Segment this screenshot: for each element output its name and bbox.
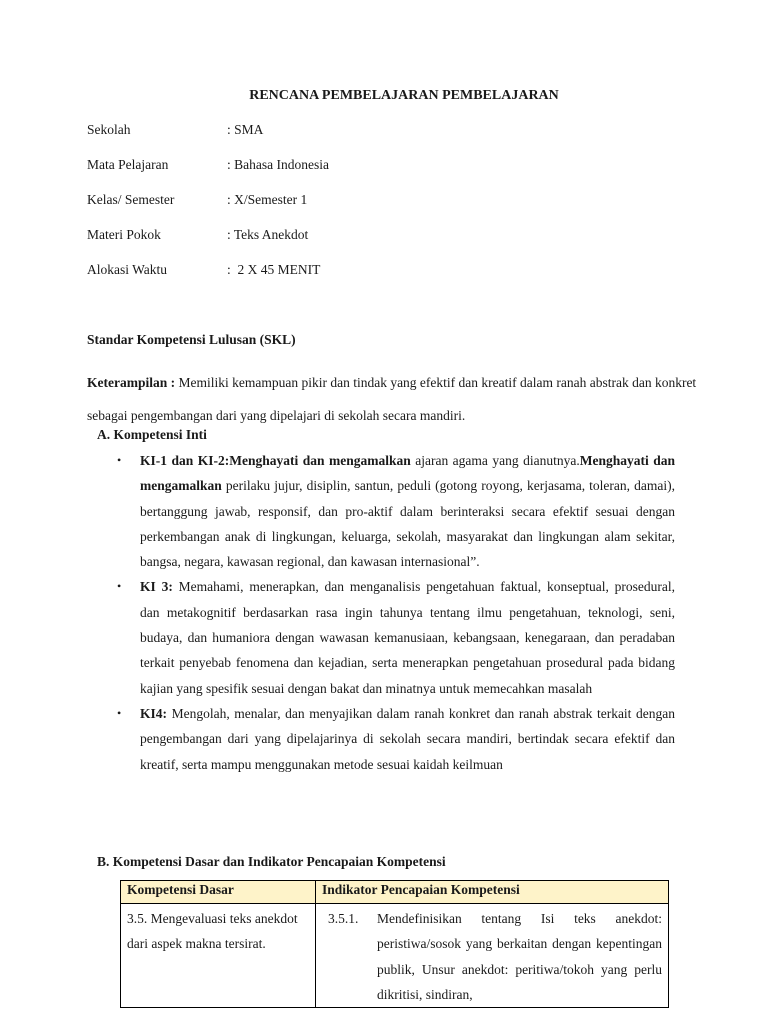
info-label: Materi Pokok — [87, 227, 161, 242]
info-value: : 2 X 45 MENIT — [227, 262, 321, 277]
info-value: : Bahasa Indonesia — [227, 157, 329, 172]
bullet-icon: • — [117, 579, 122, 594]
ki-text: Memahami, menerapkan, dan menganalisis pengetahuan faktual, konseptual, prosedural, dan metakognitif berdasarkan rasa ingin tahunya tentang ilmu pengetahuan, teknologi, seni, budaya, dan humaniora dengan wawasan kemanusiaan, kebangsaan, kenegaraan, dan peradaban terkait penyebab fenomena dan kejadian, serta menerapkan pengetahuan prosedural pada bidang kajian yang spesifik sesuai dengan bakat dan minatnya untuk memecahkan masalah — [140, 579, 676, 696]
ki-item-3 — [117, 574, 676, 700]
keterampilan-paragraph — [87, 366, 709, 432]
ki-text: perilaku jujur, disiplin, santun, peduli (gotong royong, kerjasama, toleran, damai), bertanggung jawab, responsif, dan pro-aktif dalam berinteraksi secara efektif sesuai dengan perkembangan anak di lingkungan, keluarga, sekolah, masyarakat dan lingkungan alam sekitar, bangsa, negara, kawasan regional, dan kawasan internasional”. — [140, 478, 675, 570]
kd-table — [120, 880, 669, 1008]
ki-bold: KI4: — [140, 705, 167, 721]
section-a-heading: A. Kompetensi Inti — [97, 427, 207, 442]
info-value: : X/Semester 1 — [227, 192, 308, 207]
ki-text: ajaran agama yang dianutnya. — [410, 453, 580, 468]
keterampilan-label: Keterampilan : — [87, 375, 176, 390]
ki-bold: KI 3: — [140, 579, 173, 595]
info-label: Alokasi Waktu — [87, 262, 168, 277]
ki-bold: KI-1 dan KI-2:Menghayati dan mengamalkan — [140, 453, 411, 468]
info-label: Sekolah — [87, 122, 131, 137]
ki-item-4 — [117, 701, 675, 777]
ki-bold: Menghayati dan mengamalkan — [140, 453, 675, 494]
table-header-row — [121, 881, 669, 904]
info-value: : SMA — [227, 122, 264, 137]
info-label: Mata Pelajaran — [87, 157, 169, 172]
kd-cell: 3.5. Mengevaluasi teks anekdot dari aspek makna tersirat. — [121, 904, 316, 1008]
indikator-text: Mendefinisikan tentang Isi teks anekdot: peristiwa/sosok yang berkaitan dengan kepentingan publik, Unsur anekdot: peritiwa/tokoh yang perlu dikritisi, sindiran, — [377, 911, 662, 1002]
ki-list — [117, 448, 676, 777]
info-label: Kelas/ Semester — [87, 192, 175, 207]
section-b-heading: B. Kompetensi Dasar dan Indikator Pencapaian Kompetensi — [97, 854, 446, 869]
bullet-icon: • — [117, 453, 122, 467]
keterampilan-text: Memiliki kemampuan pikir dan tindak yang efektif dan kreatif dalam ranah abstrak dan konkret sebagai pengembangan dari yang dipelajari di sekolah secara mandiri. — [87, 375, 697, 423]
document-title: RENCANA PEMBELAJARAN PEMBELAJARAN — [249, 88, 559, 103]
ki-text: Mengolah, menalar, dan menyajikan dalam ranah konkret dan ranah abstrak terkait dengan pengembangan dari yang dipelajarinya di sekolah secara mandiri, bertindak secara efektif dan kreatif, serta mampu menggunakan metode sesuai kaidah keilmuan — [140, 705, 675, 772]
indikator-number: 3.5.1. — [328, 911, 359, 926]
table-header-kd: Kompetensi Dasar — [121, 881, 316, 904]
table-row — [121, 904, 669, 1008]
skl-heading: Standar Kompetensi Lulusan (SKL) — [87, 332, 296, 347]
info-value: : Teks Anekdot — [227, 227, 309, 242]
ki-item-1 — [117, 448, 675, 574]
table-header-indikator: Indikator Pencapaian Kompetensi — [316, 881, 669, 904]
indikator-cell — [316, 904, 669, 1008]
bullet-icon: • — [117, 705, 122, 720]
